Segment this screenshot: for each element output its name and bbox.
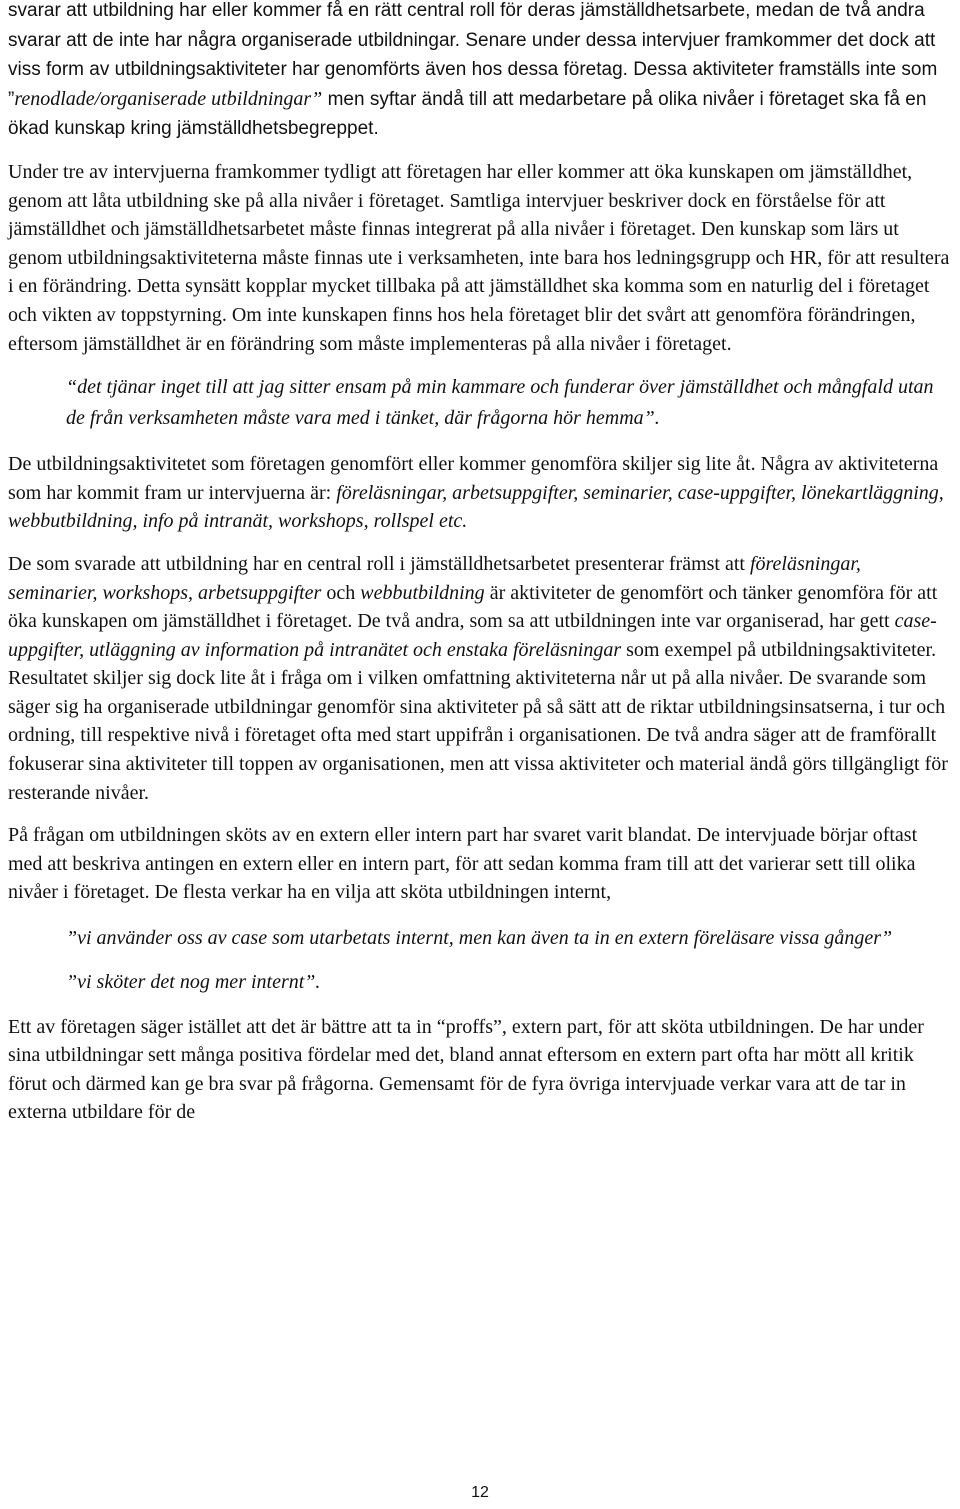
quote-2: ”vi använder oss av case som utarbetats internt, men kan även ta in en extern föreläsare vissa gånger” [66,927,893,950]
paragraph-6: Ett av företagen säger istället att det är bättre att ta in “proffs”, extern part, för att sköta utbildningen. De har under sina utbildningar sett många positiva fördelar med det, bland annat eftersom en extern part ofta har mött all kritik förut och därmed kan ge bra svar på frågorna. Gemensamt för de fyra övriga intervjuade verkar vara att de tar in externa utbildare för de [8,1015,924,1124]
paragraph-4-part-a: De som svarade att utbildning har en central roll i jämställdhetsarbetet presenterar främst att [8,552,750,575]
paragraph-4 [8,550,952,807]
paragraph-5: På frågan om utbildningen sköts av en extern eller intern part har svaret varit blandat. De intervjuade börjar oftast med att beskriva antingen en extern eller en intern part, för att sedan komma fram till att det varierar sett till olika nivåer i företaget. De flesta verkar ha en vilja att sköta utbildningen internt, [8,824,918,904]
paragraph-3 [8,450,952,536]
paragraph-4-italic-activities: föreläsningar, seminarier, workshops, arbetsuppgifter [8,552,861,604]
paragraph-4-italic-examples: case-uppgifter, utläggning av information på intranätet och enstaka föreläsningar [8,610,937,661]
document-page [8,0,952,1127]
paragraph-3-activity-list: föreläsningar, arbetsuppgifter, seminarier, case-uppgifter, lönekartläggning, webbutbildning, info på intranät, workshops, rollspel etc. [8,481,944,533]
paragraph-1-part-a: svarar att utbildning har eller kommer få en rätt central roll för deras jämställdhetsarbete, medan de två andra svarar att de inte har några organiserade utbildningar. Senare under dessa intervjuer framkommer det dock att viss form av utbildningsaktiviteter har genomförts även hos dessa företag. [8,0,936,81]
paragraph-4-part-g: som exempel på utbildningsaktiviteter. Resultatet skiljer sig dock lite åt i fråga om i vilken omfattning aktiviteterna når ut på alla nivåer. De svarande som säger sig ha organiserade utbildningar genomför sina aktiviteter på så sätt att de riktar utbildningsinsatserna, i tur och ordning, till respektive nivå i företaget ofta med start uppifrån i organisationen. De två andra säger att de framförallt fokuserar sina aktiviteter till toppen av organisationen, men att vissa aktiviteter och material ändå görs tillgängligt för resterande nivåer. [8,638,948,804]
paragraph-1-part-b: Dessa aktiviteter framställs inte som ” [8,59,938,110]
paragraph-4-italic-webbutbildning: webbutbildning [360,581,485,604]
paragraph-1-italic-term: renodlade/organiserade utbildningar” [14,87,323,110]
paragraph-2: Under tre av intervjuerna framkommer tydligt att företagen har eller kommer att öka kunskapen om jämställdhet, genom att låta utbildning ske på alla nivåer i företaget. Samtliga intervjuer beskriver dock en förståelse för att jämställdhet och jämställdhetsarbetet måste finnas integrerat på alla nivåer i företaget. Den kunskap som lärs ut genom utbildningsaktiviteterna måste finnas ute i verksamheten, inte bara hos ledningsgrupp och HR, för att resultera i en förändring. Detta synsätt kopplar mycket tillbaka på att jämställdhet ska komma som en naturlig del i företaget och vikten av toppstyrning. Om inte kunskapen finns hos hela företaget blir det svårt att genomföra förändringen, eftersom jämställdhet är en förändring som måste implementeras på alla nivåer i företaget. [8,160,950,355]
paragraph-3-part-a: De utbildningsaktivitetet som företagen genomfört eller kommer genomföra skiljer sig lite åt. Några av aktiviteterna som har kommit fram ur intervjuerna är: [8,453,939,504]
quote-1: “det tjänar inget till att jag sitter ensam på min kammare och funderar över jämställdhet och mångfald utan de från verksamheten måste vara med i tänket, där frågorna hör hemma”. [66,376,934,430]
paragraph-4-part-c: och [321,581,361,604]
page-number: 12 [471,1484,489,1501]
paragraph-4-part-e: är aktiviteter de genomfört och tänker genomföra för att öka kunskapen om jämställdhet i företaget. De två andra, som sa att utbildningen inte var organiserad, har gett [8,581,938,633]
quote-3: ”vi sköter det nog mer internt”. [66,971,321,994]
paragraph-1 [8,0,952,144]
paragraph-1-part-d: men syftar ändå till att medarbetare på olika nivåer i företaget ska få en ökad kunskap kring jämställdhetsbegreppet. [8,88,927,140]
